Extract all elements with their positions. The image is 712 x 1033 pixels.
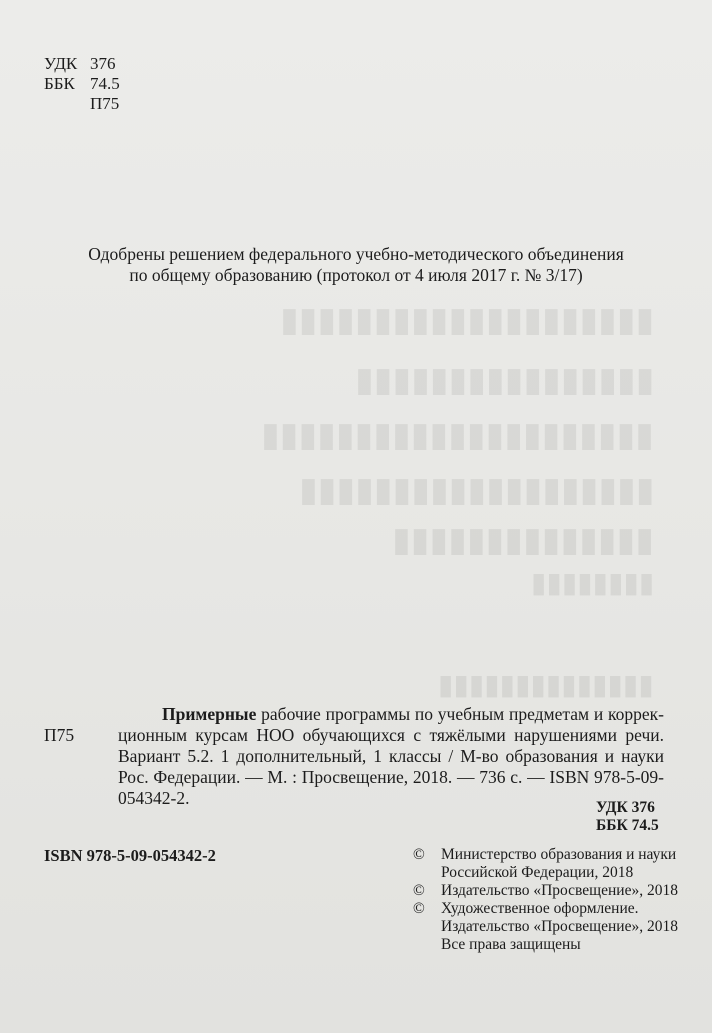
copyright-line: Издательство «Просвещение», 2018 (441, 918, 678, 935)
bbk-label: ББК (44, 74, 75, 93)
biblio-line-5: 054342-2. (118, 788, 190, 808)
copyright-line: Министерство образования и науки (441, 846, 677, 863)
copyright-item (413, 900, 678, 954)
reverse-side-bleed: ▮▮▮▮▮▮▮▮▮▮▮▮▮▮▮▮▮▮▮▮ ▮▮▮▮▮▮▮▮▮▮▮▮▮▮▮▮ ▮▮▮▮▮▮▮▮▮▮▮▮▮▮▮▮▮▮▮▮▮ ▮▮▮▮▮▮▮▮▮▮▮▮▮▮▮▮▮▮▮ ▮▮▮▮▮▮▮▮▮▮▮▮▮▮ ▮▮▮▮▮▮▮▮ ▮▮▮▮▮▮▮▮▮▮▮▮▮▮ (261, 301, 654, 700)
isbn: ISBN 978-5-09-054342-2 (44, 846, 216, 865)
udk-row (44, 54, 120, 74)
copyright-line: Издательство «Просвещение», 2018 (441, 882, 678, 899)
copyright-item (413, 882, 678, 900)
approval-statement (0, 244, 712, 286)
bibliographic-record (44, 704, 664, 809)
biblio-line-1-rest: рабочие программы по учебным предметам и коррек- (256, 704, 664, 724)
classification-codes-right (596, 799, 659, 835)
copyright-item (413, 846, 678, 882)
biblio-text (118, 704, 664, 809)
biblio-line-1 (118, 704, 664, 725)
udk-right: УДК 376 (596, 799, 655, 816)
approval-line-2: по общему образованию (протокол от 4 июля 2017 г. № 3/17) (129, 265, 583, 285)
bbk-row (44, 74, 120, 94)
approval-line-1: Одобрены решением федерального учебно-методического объединения (88, 244, 624, 264)
classification-codes (44, 54, 120, 114)
copyright-block (413, 846, 678, 954)
udk-code: 376 (90, 54, 116, 73)
copyright-line: Все права защищены (441, 936, 581, 953)
bbk-right: ББК 74.5 (596, 817, 659, 834)
bbk-code: 74.5 (90, 74, 120, 93)
udk-label: УДК (44, 54, 78, 73)
biblio-line-3: Вариант 5.2. 1 дополнительный, 1 классы / М-во образования и науки (118, 746, 664, 766)
biblio-author-code: П75 (44, 725, 75, 745)
copyright-line: Художественное оформление. (441, 900, 639, 917)
copyright-symbol: © (413, 846, 425, 863)
copyright-line: Российской Федерации, 2018 (441, 864, 634, 881)
copyright-symbol: © (413, 900, 425, 917)
copyright-symbol: © (413, 882, 425, 899)
biblio-title-bold: Примерные (162, 704, 257, 724)
author-code: П75 (90, 94, 120, 113)
biblio-line-4: Рос. Федерации. — М. : Просвещение, 2018. — 736 с. — ISBN 978-5-09- (118, 767, 664, 787)
biblio-line-2: ционным курсам НОО обучающихся с тяжёлыми нарушениями речи. (118, 725, 664, 745)
